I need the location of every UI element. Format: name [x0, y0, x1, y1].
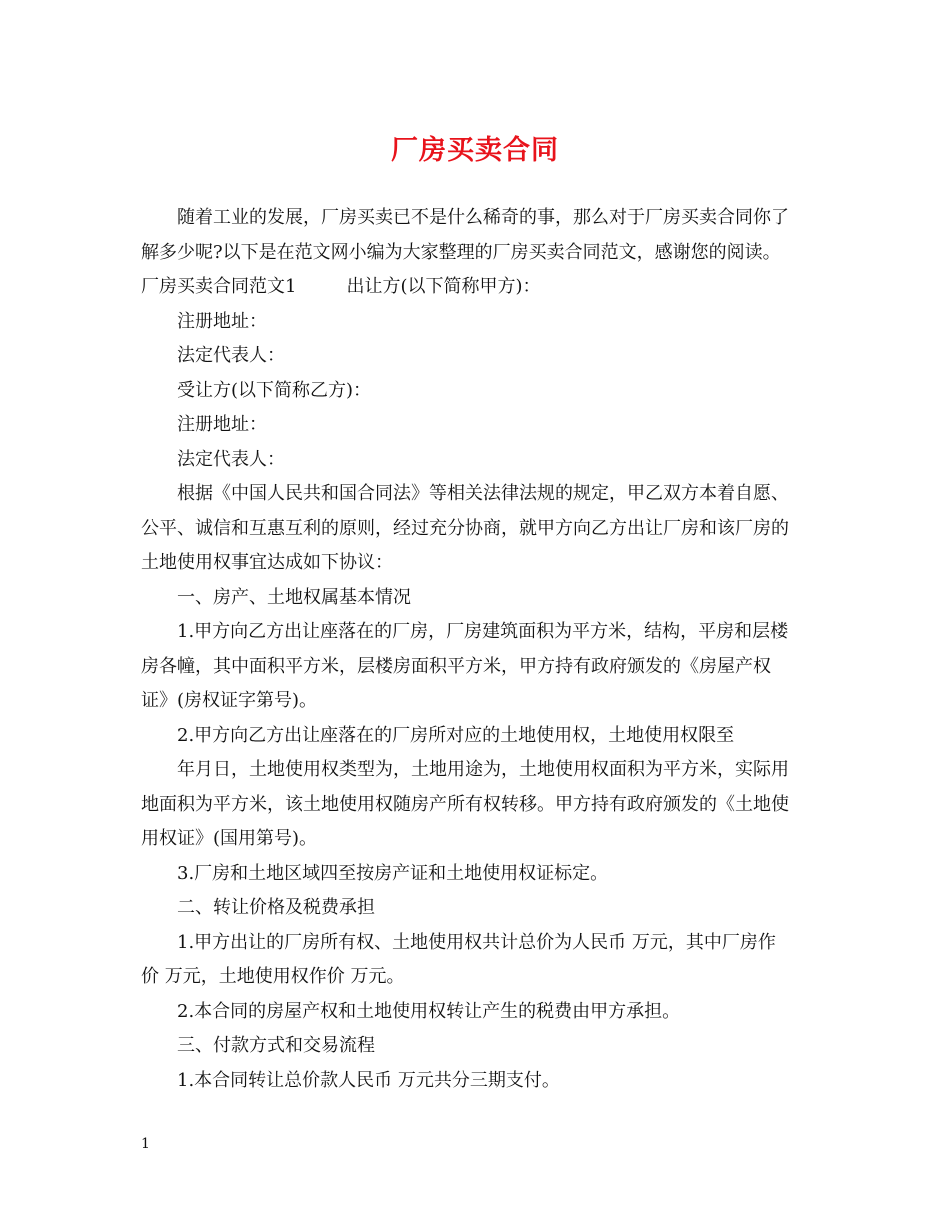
preamble-line: 公平、诚信和互惠互利的原则，经过充分协商，就甲方向乙方出让厂房和该厂房的	[141, 517, 789, 539]
clause-line: 年月日，土地使用权类型为，土地用途为，土地使用权面积为平方米，实际用	[177, 759, 789, 780]
registered-address-label: 注册地址：	[177, 310, 267, 332]
registered-address-label: 注册地址：	[177, 414, 267, 435]
clause-line: 2.本合同的房屋产权和土地使用权转让产生的税费由甲方承担。	[177, 1000, 681, 1022]
section-heading: 一、房产、土地权属基本情况	[177, 586, 411, 608]
sample-heading-line	[141, 270, 813, 305]
clause-line: 1.本合同转让总价款人民币 万元共分三期支付。	[177, 1069, 560, 1091]
clause-line: 1.甲方向乙方出让座落在的厂房，厂房建筑面积为平方米，结构，平房和层楼	[177, 621, 789, 642]
transferee-label: 受让方(以下简称乙方)：	[177, 379, 372, 401]
clause-line: 3.厂房和土地区域四至按房产证和土地使用权证标定。	[177, 862, 609, 884]
document-body	[141, 201, 813, 1098]
preamble-line: 土地使用权事宜达成如下协议：	[141, 552, 393, 573]
intro-paragraph-line: 解多少呢?以下是在范文网小编为大家整理的厂房买卖合同范文，感谢您的阅读。	[141, 241, 781, 263]
page-number: 1	[141, 1136, 150, 1152]
legal-representative-label: 法定代表人：	[177, 345, 285, 366]
clause-line: 证》(房权证字第号)。	[141, 690, 318, 711]
preamble-line: 根据《中国人民共和国合同法》等相关法律法规的规定，甲乙双方本着自愿、	[177, 483, 789, 504]
legal-representative-label: 法定代表人：	[177, 448, 285, 470]
clause-line: 2.甲方向乙方出让座落在的厂房所对应的土地使用权，土地使用权限至	[177, 724, 735, 746]
intro-paragraph-line: 随着工业的发展，厂房买卖已不是什么稀奇的事，那么对于厂房买卖合同你了	[177, 207, 789, 228]
clause-line: 1.甲方出让的厂房所有权、土地使用权共计总价为人民币 万元，其中厂房作	[177, 931, 776, 953]
document-title: 厂房买卖合同	[391, 135, 559, 166]
section-heading: 三、付款方式和交易流程	[177, 1035, 375, 1056]
transferor-label: 出让方(以下简称甲方)：	[346, 276, 541, 297]
clause-line: 用权证》(国用第号)。	[141, 828, 318, 849]
clause-line: 地面积为平方米，该土地使用权随房产所有权转移。甲方持有政府颁发的《土地使	[141, 793, 789, 815]
sample-heading: 厂房买卖合同范文1	[141, 276, 297, 297]
section-heading: 二、转让价格及税费承担	[177, 897, 375, 918]
clause-line: 房各幢，其中面积平方米，层楼房面积平方米，甲方持有政府颁发的《房屋产权	[141, 655, 771, 677]
clause-line: 价 万元，土地使用权作价 万元。	[141, 966, 405, 987]
